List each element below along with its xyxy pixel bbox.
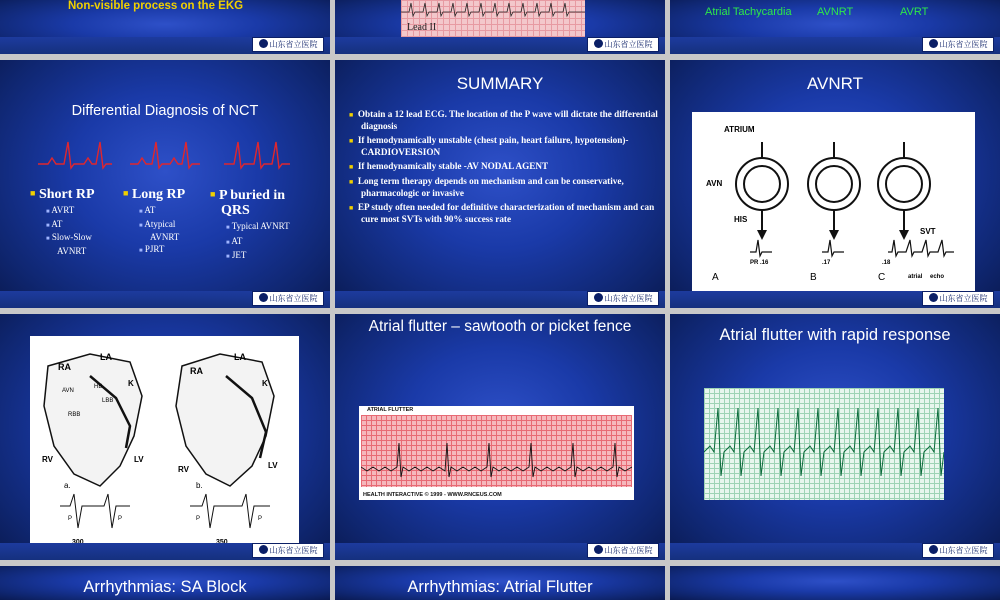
svg-text:echo: echo — [930, 274, 945, 280]
ecg-complexes — [0, 138, 330, 178]
hospital-logo: 山东省立医院 — [922, 543, 994, 558]
list-item: ■ AT — [226, 235, 243, 246]
svg-text:RBB: RBB — [68, 412, 81, 418]
list-item: ■ Slow-Slow AVNRT — [46, 232, 92, 256]
ecg-lead-label: Lead II — [407, 22, 437, 33]
list-item: ■ Long term therapy depends on mechanism and can be conservative, pharmacologic or invasive — [349, 176, 624, 198]
slide-7[interactable] — [0, 314, 330, 560]
logo-emblem-icon — [259, 39, 268, 48]
hospital-logo: 山东省立医院 — [252, 543, 324, 558]
label-atrial-tachycardia: Atrial Tachycardia — [705, 6, 792, 18]
slide-12[interactable] — [670, 566, 1000, 600]
hospital-logo: 山东省立医院 — [587, 291, 659, 306]
hospital-logo: 山东省立医院 — [587, 543, 659, 558]
rapid-flutter-trace — [704, 388, 944, 500]
flutter-grid — [361, 415, 632, 487]
strip-footer: HEALTH INTERACTIVE © 1999 - WWW.RNCEUS.COM — [363, 492, 502, 498]
bullet-icon: ■ — [30, 188, 36, 198]
strip-label: ATRIAL FLUTTER — [367, 407, 414, 413]
list-item: ■ Atypical AVNRT — [139, 218, 180, 242]
logo-emblem-icon — [929, 545, 938, 554]
slide-title: Arrhythmias: Atrial Flutter — [407, 578, 593, 596]
slide-2[interactable] — [335, 0, 665, 54]
slide-title: SUMMARY — [456, 74, 544, 93]
logo-emblem-icon — [259, 545, 268, 554]
slide-title: Atrial flutter with rapid response — [719, 326, 951, 344]
svg-text:AVN: AVN — [62, 388, 74, 394]
svg-text:P: P — [118, 516, 123, 522]
slide-title: Atrial flutter – sawtooth or picket fence — [368, 318, 632, 335]
list-item: ■ If hemodynamically stable -AV NODAL AGENT — [349, 161, 549, 171]
column-p-buried: ■ P buried in QRS ■ Typical AVNRT ■ AT ■ JET — [210, 187, 325, 264]
svg-text:B: B — [810, 272, 817, 283]
svg-text:RA: RA — [58, 362, 71, 372]
bullet-icon: ■ — [123, 188, 129, 198]
ecg-trace — [401, 0, 585, 40]
svg-text:K: K — [128, 379, 134, 388]
slide-5[interactable] — [335, 60, 665, 308]
label-avrt: AVRT — [900, 6, 929, 18]
svg-text:A: A — [712, 272, 719, 283]
svg-text:RV: RV — [178, 465, 189, 474]
list-item: ■ JET — [226, 250, 247, 260]
flutter-strip — [359, 406, 634, 500]
hospital-logo: 山东省立医院 — [922, 37, 994, 52]
logo-emblem-icon — [929, 39, 938, 48]
svg-text:LV: LV — [268, 461, 278, 470]
svg-text:PR .16: PR .16 — [750, 260, 769, 266]
hospital-logo: 山东省立医院 — [587, 37, 659, 52]
logo-emblem-icon — [594, 293, 603, 302]
column-long-rp: ■ Long RP ■ AT ■ Atypical AVNRT ■ PJRT — [123, 187, 215, 257]
svg-text:LA: LA — [234, 352, 246, 362]
logo-emblem-icon — [259, 293, 268, 302]
list-item: ■ Typical AVNRT — [226, 221, 290, 231]
logo-emblem-icon — [594, 39, 603, 48]
ecg-strip — [401, 0, 585, 40]
hospital-logo: 山东省立医院 — [252, 37, 324, 52]
svg-text:LBB: LBB — [102, 398, 114, 404]
svg-text:a.: a. — [64, 481, 71, 490]
column-short-rp: ■ Short RP ■ AVRT ■ AT ■ Slow-Slow AVNRT — [30, 187, 122, 257]
list-item: ■ PJRT — [139, 243, 165, 254]
list-item: ■ AVRT — [46, 205, 75, 215]
slide-6[interactable] — [670, 60, 1000, 308]
svg-text:P: P — [68, 516, 73, 522]
summary-list — [349, 109, 661, 228]
bullet-icon: ■ — [210, 189, 216, 199]
label-avnrt: AVNRT — [817, 6, 854, 18]
svg-text:LA: LA — [100, 352, 112, 362]
svg-text:.17: .17 — [822, 260, 831, 266]
slide-9[interactable] — [670, 314, 1000, 560]
svg-text:.18: .18 — [882, 260, 891, 266]
svg-text:RA: RA — [190, 366, 203, 376]
flutter-trace — [361, 415, 632, 487]
heart-figure — [30, 336, 299, 548]
list-item: ■ AT — [46, 218, 63, 229]
rapid-flutter-strip — [704, 388, 944, 500]
svg-text:HIS: HIS — [734, 215, 748, 224]
svg-text:P: P — [258, 516, 263, 522]
slide-8[interactable] — [335, 314, 665, 560]
slide-4[interactable] — [0, 60, 330, 308]
svg-text:ATRIUM: ATRIUM — [724, 125, 755, 134]
svg-text:HB: HB — [94, 384, 103, 390]
svg-text:LV: LV — [134, 455, 144, 464]
slide-title: Differential Diagnosis of NCT — [71, 103, 259, 119]
slide-3[interactable] — [670, 0, 1000, 54]
hospital-logo: 山东省立医院 — [252, 291, 324, 306]
svg-text:C: C — [878, 272, 886, 283]
svg-text:b.: b. — [196, 481, 203, 490]
slide-10[interactable] — [0, 566, 330, 600]
slide-title: AVNRT — [806, 74, 864, 93]
logo-emblem-icon — [594, 545, 603, 554]
logo-emblem-icon — [929, 293, 938, 302]
avnrt-circuit-figure — [692, 112, 975, 295]
slide-title: Arrhythmias: SA Block — [83, 578, 247, 596]
svg-text:AVN: AVN — [706, 179, 723, 188]
heart-pathway-diagram — [30, 336, 299, 548]
slide-1[interactable] — [0, 0, 330, 54]
list-item: ■ AT — [139, 205, 156, 215]
list-item: ■ If hemodynamically unstable (chest pain, heart failure, hypotension)- CARDIOVERSION — [349, 135, 629, 157]
svg-text:K: K — [262, 379, 268, 388]
list-item: ■ EP study often needed for definitive characterization of mechanism and can cure most SVTs with 90% success rate — [349, 202, 655, 224]
slide-1-text: Non-visible process on the EKG — [68, 0, 244, 12]
hospital-logo: 山东省立医院 — [922, 291, 994, 306]
svg-text:atrial: atrial — [908, 274, 923, 280]
svg-text:RV: RV — [42, 455, 53, 464]
svg-text:SVT: SVT — [920, 227, 936, 236]
avnrt-diagram — [692, 112, 975, 295]
list-item: ■ Obtain a 12 lead ECG. The location of the P wave will dictate the differential diagnosis — [349, 109, 658, 131]
slide-11[interactable] — [335, 566, 665, 600]
svg-text:P: P — [196, 516, 201, 522]
